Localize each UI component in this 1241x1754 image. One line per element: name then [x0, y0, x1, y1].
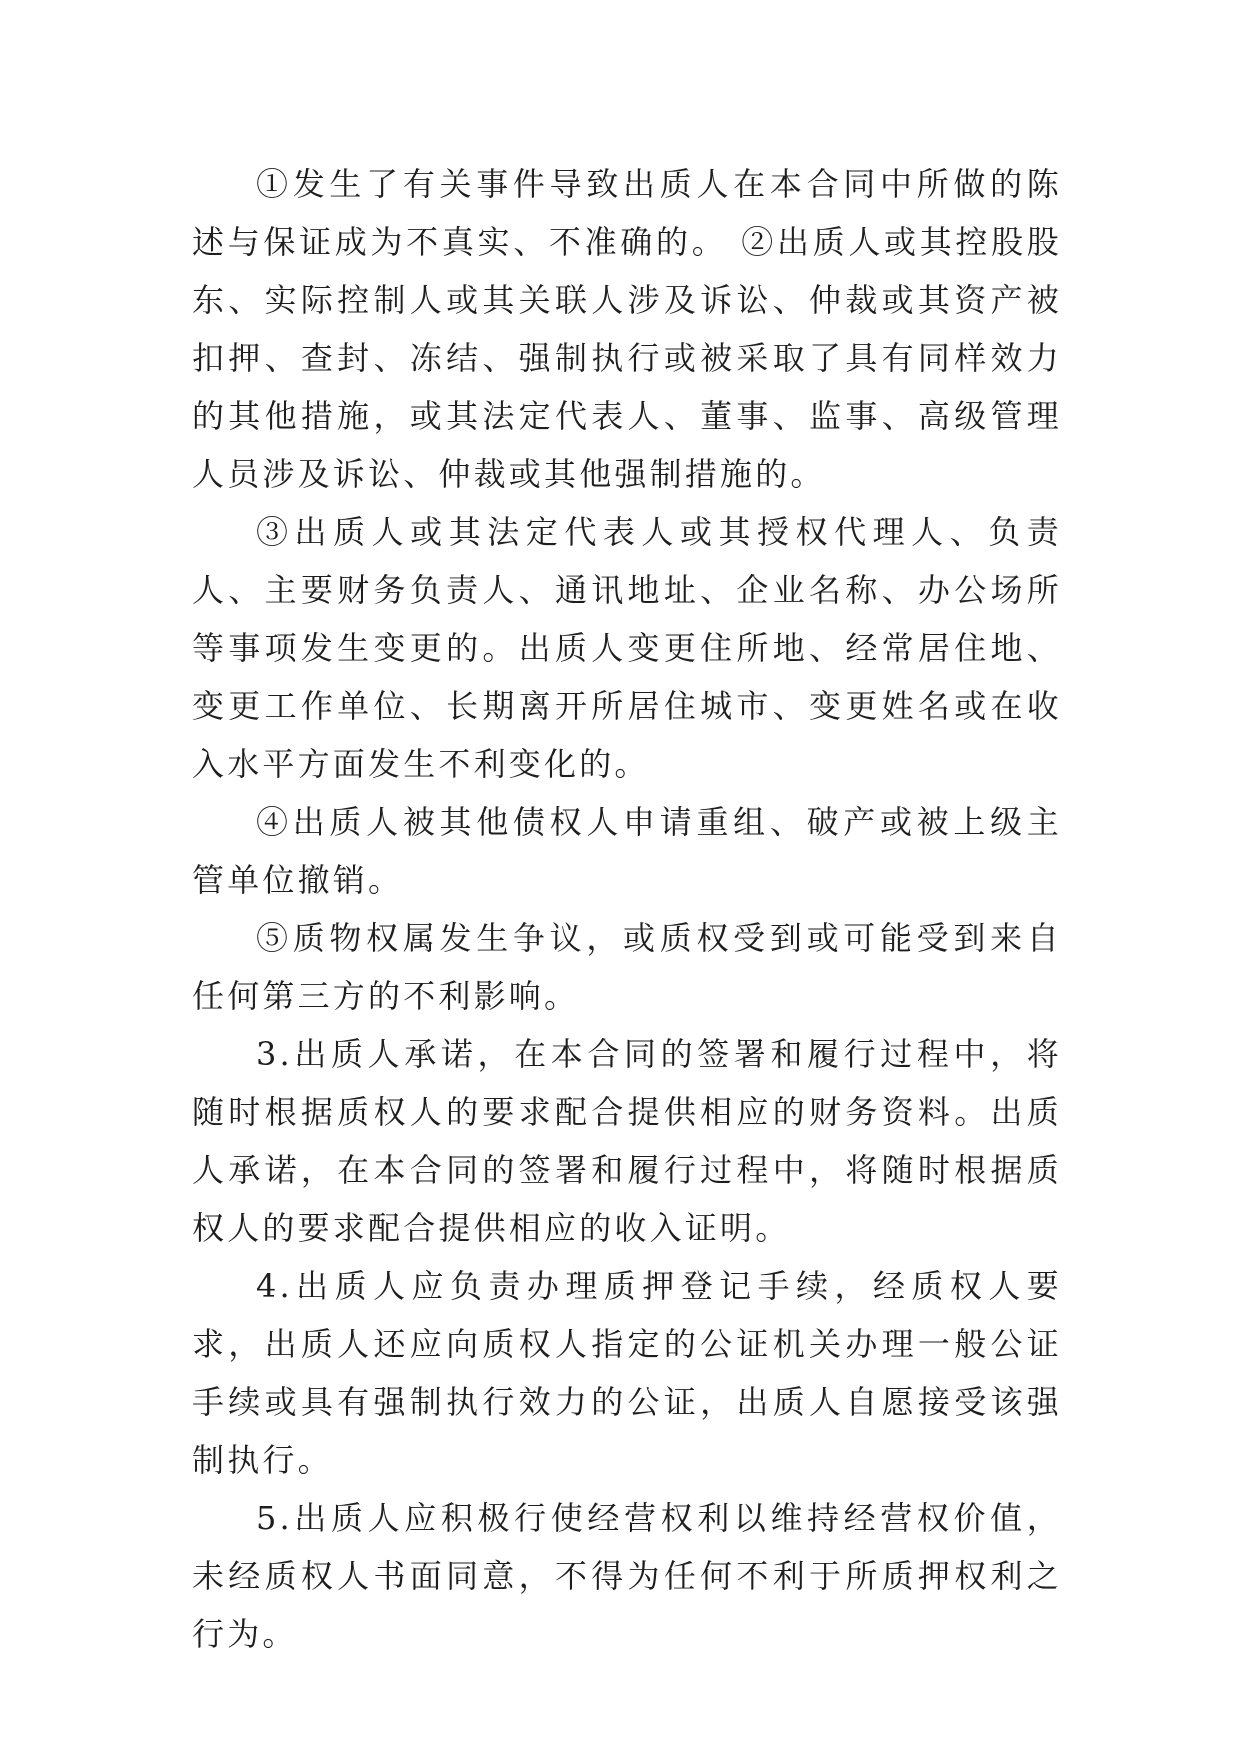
paragraph-section-3: 3.出质人承诺，在本合同的签署和履行过程中，将随时根据质权人的要求配合提供相应的财务资料。出质人承诺，在本合同的签署和履行过程中，将随时根据质权人的要求配合提供相应的收入证明。	[192, 1035, 1062, 1247]
paragraph-clause-4: ④出质人被其他债权人申请重组、破产或被上级主管单位撤销。	[192, 803, 1062, 899]
paragraph-section-5: 5.出质人应积极行使经营权利以维持经营权价值，未经质权人书面同意，不得为任何不利于所质押权利之行为。	[192, 1499, 1062, 1653]
document-body	[192, 155, 1062, 1663]
paragraph-section-4: 4.出质人应负责办理质押登记手续，经质权人要求，出质人还应向质权人指定的公证机关办理一般公证手续或具有强制执行效力的公证，出质人自愿接受该强制执行。	[192, 1267, 1062, 1479]
paragraph-clause-3: ③出质人或其法定代表人或其授权代理人、负责人、主要财务负责人、通讯地址、企业名称、办公场所等事项发生变更的。出质人变更住所地、经常居住地、变更工作单位、长期离开所居住城市、变更姓名或在收入水平方面发生不利变化的。	[192, 513, 1062, 783]
paragraph-clause-1-2: ①发生了有关事件导致出质人在本合同中所做的陈述与保证成为不真实、不准确的。 ②出质人或其控股股东、实际控制人或其关联人涉及诉讼、仲裁或其资产被扣押、查封、冻结、强制执行或被采取了具有同样效力的其他措施，或其法定代表人、董事、监事、高级管理人员涉及诉讼、仲裁或其他强制措施的。	[192, 165, 1062, 493]
paragraph-clause-5: ⑤质物权属发生争议，或质权受到或可能受到来自任何第三方的不利影响。	[192, 919, 1062, 1015]
